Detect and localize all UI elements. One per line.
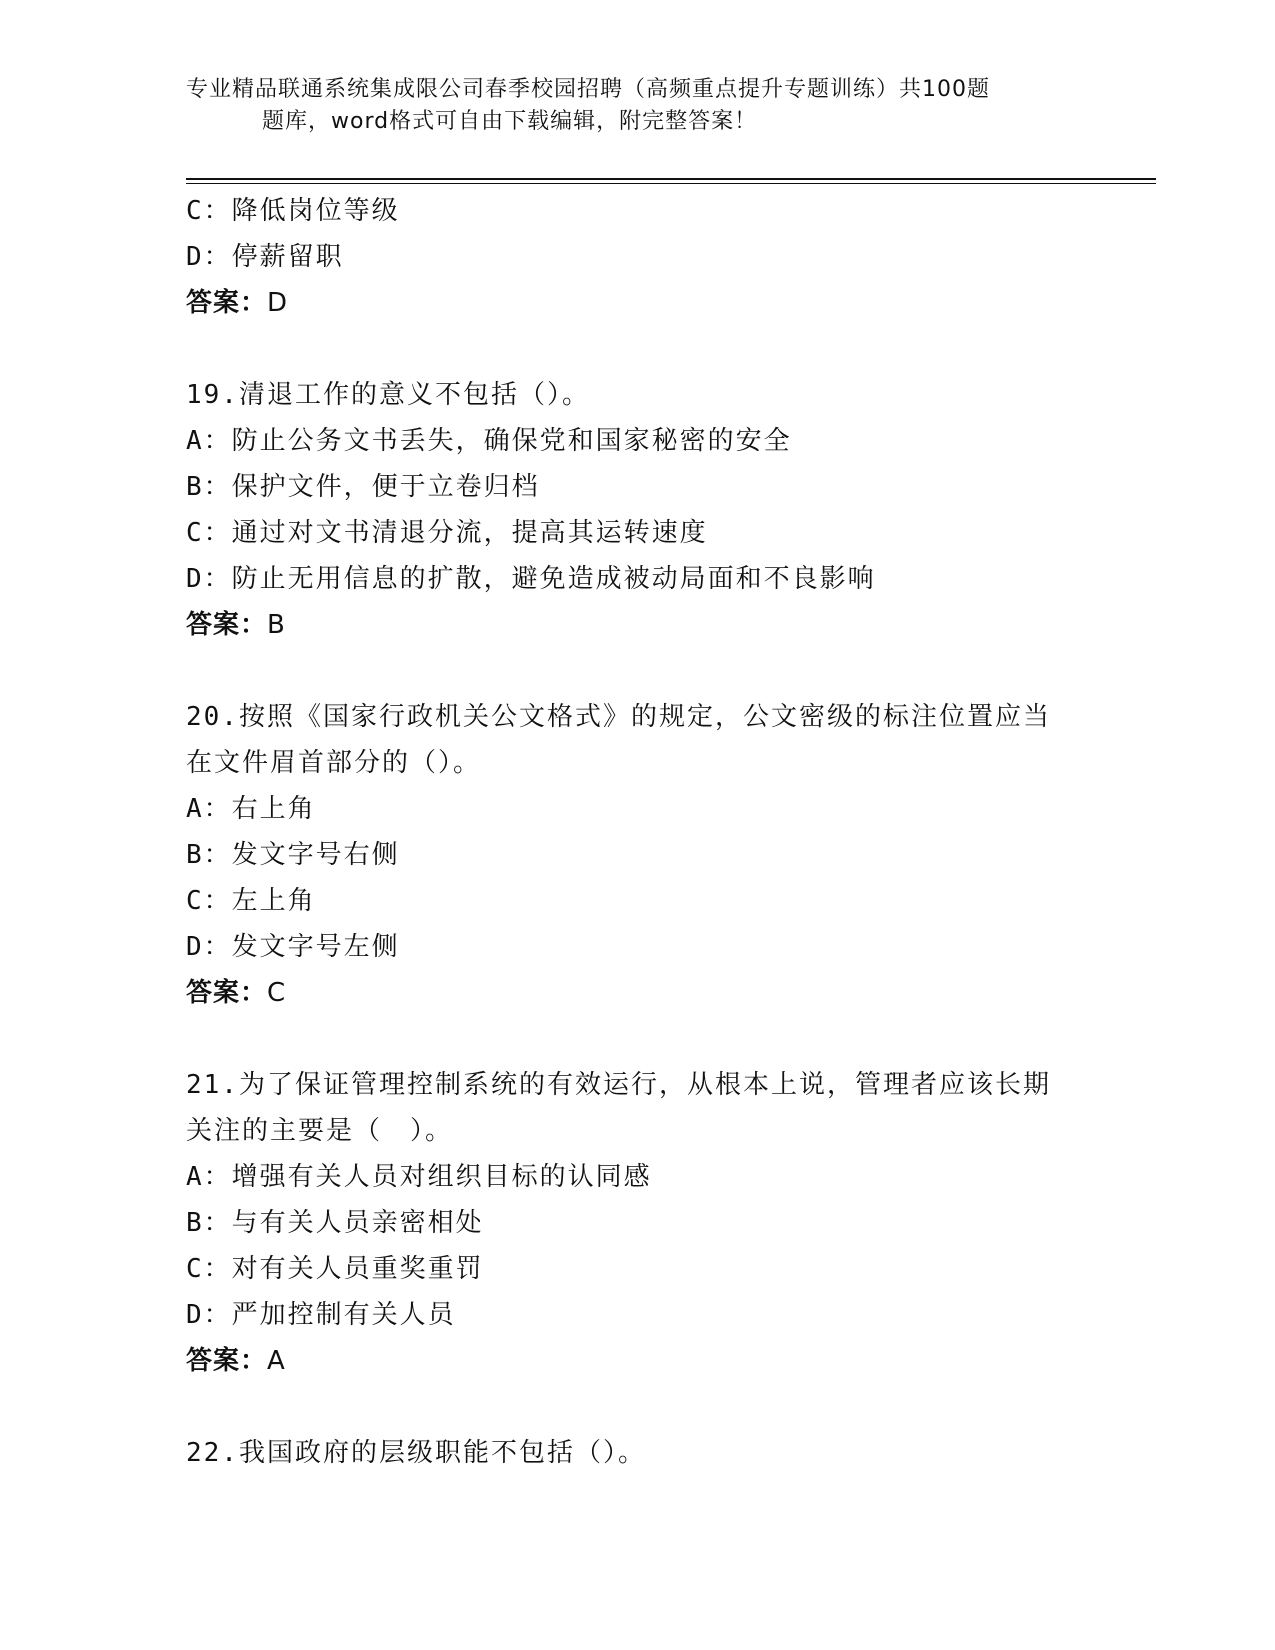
option-d: D：发文字号左侧	[186, 932, 400, 962]
option-b: B：保护文件，便于立卷归档	[186, 472, 540, 502]
question-block-19	[186, 372, 1066, 648]
option-a: A：右上角	[186, 794, 316, 824]
question-block-18	[186, 188, 1066, 326]
answer-label: 答案：	[186, 1346, 268, 1376]
question-list	[186, 188, 1066, 1476]
option-c: C：对有关人员重奖重罚	[186, 1254, 484, 1284]
answer-label: 答案：	[186, 978, 268, 1008]
option-c: C：左上角	[186, 886, 316, 916]
answer-line	[186, 970, 1066, 1016]
document-header	[186, 74, 1056, 138]
answer-line	[186, 1338, 1066, 1384]
option-c: C：降低岗位等级	[186, 196, 400, 226]
question-text: 19.清退工作的意义不包括（）。	[186, 380, 590, 410]
option-b: B：发文字号右侧	[186, 840, 400, 870]
header-rule-thin	[186, 183, 1156, 184]
answer-label: 答案：	[186, 288, 268, 318]
option-b: B：与有关人员亲密相处	[186, 1208, 484, 1238]
option-d: D：严加控制有关人员	[186, 1300, 456, 1330]
answer-label: 答案：	[186, 610, 268, 640]
option-d: D：防止无用信息的扩散，避免造成被动局面和不良影响	[186, 564, 876, 594]
question-text: 21.为了保证管理控制系统的有效运行，从根本上说，管理者应该长期关注的主要是（ ）。	[186, 1070, 1051, 1146]
question-block-21	[186, 1062, 1066, 1384]
option-a: A：防止公务文书丢失，确保党和国家秘密的安全	[186, 426, 792, 456]
answer-value: B	[267, 610, 286, 640]
answer-line	[186, 280, 1066, 326]
question-block-22	[186, 1430, 1066, 1476]
answer-value: A	[267, 1346, 286, 1376]
header-rule-thick	[186, 178, 1156, 180]
question-text: 22.我国政府的层级职能不包括（）。	[186, 1438, 646, 1468]
answer-value: C	[267, 978, 287, 1008]
option-d: D：停薪留职	[186, 242, 344, 272]
option-a: A：增强有关人员对组织目标的认同感	[186, 1162, 652, 1192]
option-c: C：通过对文书清退分流，提高其运转速度	[186, 518, 708, 548]
header-title-line-2: 题库，word格式可自由下载编辑，附完整答案！	[262, 109, 758, 134]
question-block-20	[186, 694, 1066, 1016]
header-title-line-1: 专业精品联通系统集成限公司春季校园招聘（高频重点提升专题训练）共100题	[186, 77, 990, 102]
question-text: 20.按照《国家行政机关公文格式》的规定，公文密级的标注位置应当在文件眉首部分的（）。	[186, 702, 1051, 778]
answer-line	[186, 602, 1066, 648]
answer-value: D	[267, 288, 289, 318]
